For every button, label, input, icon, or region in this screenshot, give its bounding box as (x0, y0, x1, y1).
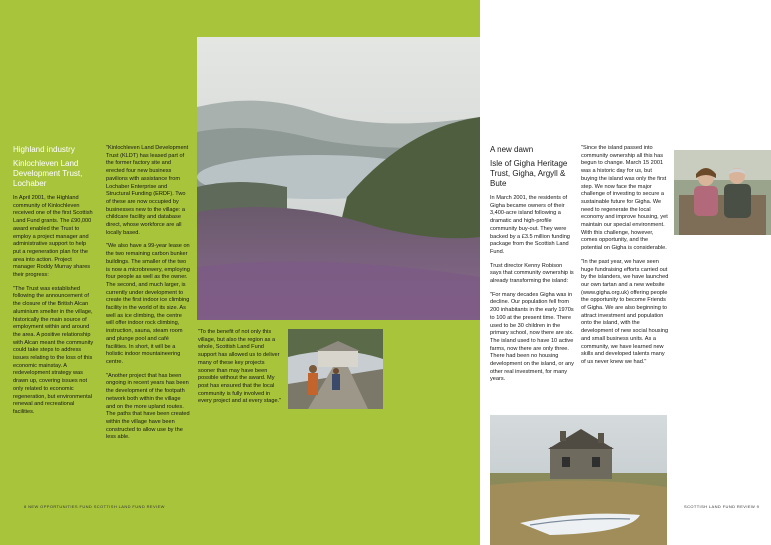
stone-house-boat-photo (490, 415, 667, 545)
paragraph: "In the past year, we have seen huge fundraising efforts carried out by the islanders, we have launched our own tartan and a new website (www.gigha.org.uk) offering people the opportunity to become Friends of Gigha. We are also beginning to attract investment and population onto the island, with the development of new social housing and small business units. As a community, we have learned new skills and developed talents many of us never knew we had." (581, 258, 669, 365)
footer-right: SCOTTISH LAND FUND REVIEW 9 (684, 504, 760, 509)
footer-left: 8 NEW OPPORTUNITIES FUND SCOTTISH LAND FUND REVIEW (24, 504, 165, 509)
left-column-1 (13, 145, 95, 423)
right-column-1 (490, 145, 574, 390)
couple-portrait-photo (674, 150, 771, 235)
left-column-2 (106, 145, 190, 448)
paragraph: "Since the island passed into community ownership all this has begun to change. March 15 2001 was a historic day for us, but buying the island was only the first step. We now face the major challenge of investing to secure a sustainable future for Gigha. We need to regenerate the local economy and improve housing, yet maintain our special environment. With this challenge, however, comes opportunity, and the potential on Gigha is considerable. (581, 145, 668, 252)
right-column-2 (581, 145, 669, 373)
paragraph: "For many decades Gigha was in decline. Our population fell from 200 inhabitants in the early 1970s to 100 at the present time. There used to be 30 children in the primary school, now there are six. The island used to have 10 active farms, now there are only three. There had been no housing development on the island, or any other real investment, for many years. (490, 291, 574, 383)
paragraph: In April 2001, the Highland community of Kinlochleven received one of the first Scottish Land Fund grants. The £90,000 award enabled the Trust to employ a project manager and administrative support to help put a regeneration plan for the area into action. Project manager Roddy Murray shares their progress: (13, 195, 93, 279)
paragraph: "Kinlochleven Land Development Trust (KLDT) has leased part of the former factory site and erected four new business pavilions with assistance from Lochaber Enterprise and Structural Funding (ERDF). Two of these are now occupied by businesses new to the village: a childcare facility and database direct, whose workforce are all locally based. (106, 145, 189, 236)
paragraph: "The Trust was established following the announcement of the closure of the British Alcan aluminium smelter in the village, historically the main source of employment within and around the area. A positive relationship with Alcan meant the community could take steps to address issues relating to the loss of this economic mainstay. A redevelopment strategy was drawn up, covering issues not only related to economic regeneration, but environmental renewal and recreational facilities. (13, 285, 94, 415)
paragraph: In March 2001, the residents of Gigha became owners of their 3,400-acre island following a dramatic and high-profile community buy-out. They were backed by a £3.5 million funding package from the Scottish Land Fund. (490, 195, 570, 255)
paragraph: "We also have a 99-year lease on the two remaining carbon bunker buildings. The smaller of the two is now a microbrewery, employing four people as well as the owner. The second, and much larger, is currently under development to create the first indoor ice climbing facility in the world of its size. As well as ice climbing, the centre will offer indoor rock climbing, instruction, sauna, steam room and plunge pool and café facilities. In short, it will be a holistic indoor mountaineering centre. (106, 243, 190, 365)
org-title-left: Kinlochleven Land Development Trust, Lochaber (13, 159, 83, 188)
left-column-3 (198, 329, 282, 412)
loch-landscape-photo (197, 37, 480, 320)
org-title-right: Isle of Gigha Heritage Trust, Gigha, Argyll & Bute (490, 159, 568, 188)
paragraph: "To the benefit of not only this village, but also the region as a whole, Scottish Land Fund support has allowed us to deliver many of these key projects sooner than may have been possible without the award. My post has ensured that the local community is fully involved in every project and at every stage." (198, 329, 282, 405)
paragraph: "Another project that has been ongoing in recent years has been the development of the footpath network both within the village and on the more upland routes. The paths that have been created within the village have been constructed to allow use by the less able. (106, 372, 190, 441)
section-title-right: A new dawn (490, 145, 534, 154)
paragraph: Trust director Kenny Robison says that community ownership is already transforming the island: (490, 262, 574, 285)
section-title-left: Highland industry (13, 145, 75, 154)
construction-workers-photo (288, 329, 383, 409)
